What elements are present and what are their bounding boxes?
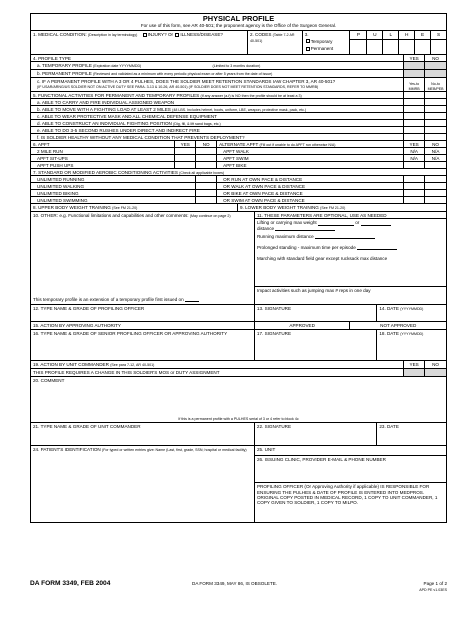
permanent-profile-hint: (Reviewed and validated as a minimum with every periodic physical exam or after 5 years from the date of issue)	[93, 72, 273, 77]
lift-label: Lifting or carrying max weight	[256, 220, 317, 226]
lift-or-label: or	[355, 220, 360, 226]
form-subtitle: For use of this form, see AR 40-501; the proponent agency is the Office of the Surgeon General.	[140, 23, 337, 28]
pulhes-grid	[350, 31, 446, 54]
apft-bike-no[interactable]	[425, 162, 446, 168]
unlimited-swimming-checkbox[interactable]	[196, 197, 217, 203]
pulhes-u-input[interactable]	[366, 40, 382, 54]
retention-standards-hint: (IF USAR/ARNG/US SOLDIER NOT ON ACTIVE DUTY SEE PARA. 3-13 & 10-26, AR 40-501) (IF SOLDIER DOES NOT MEET RETENTION STANDARDS, REFER TO MMRB)	[37, 84, 319, 89]
own-pace-swimming-checkbox[interactable]	[404, 197, 425, 203]
aerobic-running-row	[31, 176, 446, 183]
other-hint: (May continue on page 2)	[189, 214, 231, 219]
unit-commander-action-header	[31, 361, 404, 368]
pulhes-e-input[interactable]	[414, 40, 430, 54]
approving-authority-action-label: 15. ACTION BY APPROVING AUTHORITY	[31, 322, 255, 329]
own-pace-walking-extra[interactable]	[425, 183, 446, 189]
functional-weapon-yes[interactable]	[404, 99, 425, 105]
profiling-officer-signature-field[interactable]: 13. SIGNATURE	[255, 305, 377, 321]
date-18-label: 18. DATE	[379, 331, 399, 337]
pulhes-h-input[interactable]	[398, 40, 414, 54]
apft-situps-label: APFT SIT-UPS	[31, 155, 175, 161]
profile-type-no-header: NO	[432, 55, 439, 61]
lower-body-label: 9. LOWER BODY WEIGHT TRAINING	[240, 205, 319, 211]
apft-no-header: NO	[196, 141, 217, 147]
apft-bike-label: APFT BIKE	[217, 162, 404, 168]
approved-option[interactable]: APPROVED	[255, 322, 351, 329]
profiling-date-field[interactable]	[377, 305, 446, 321]
unit-clinic-block	[255, 446, 446, 522]
mos-change-label: THIS PROFILE REQUIRES A CHANGE IN THIS SOLDIER'S MOS or DUTY ASSIGNMENT	[31, 369, 404, 376]
not-approved-option[interactable]: NOT APPROVED	[380, 323, 417, 329]
lift-alt-line[interactable]	[361, 221, 391, 226]
unit-commander-action-hint: (See para 7-12, AR 40-501)	[110, 363, 155, 368]
comment-field[interactable]	[31, 377, 446, 422]
functional-deployment-yes[interactable]	[404, 134, 425, 140]
form-version: APD PE v1.03ES	[419, 588, 447, 592]
apft-row	[31, 148, 446, 155]
pulhes-s: S	[430, 31, 446, 39]
other-comments-field[interactable]	[31, 212, 255, 304]
functional-fighting-load-no[interactable]	[425, 106, 446, 112]
own-pace-biking-label: OR BIKE AT OWN PACE & DISTANCE	[217, 190, 404, 196]
upper-body-hint: (See FM 21-20)	[112, 206, 138, 211]
functional-rushes-label	[31, 127, 404, 133]
aerobic-walking-row	[31, 183, 446, 190]
unlimited-walking-checkbox[interactable]	[196, 183, 217, 189]
functional-protective-mask-yes[interactable]	[404, 113, 425, 119]
own-pace-walking-checkbox[interactable]	[404, 183, 425, 189]
own-pace-running-extra[interactable]	[425, 176, 446, 182]
temporary-no-cell	[425, 62, 446, 69]
own-pace-walking-label: OR WALK AT OWN PACE & DISTANCE	[217, 183, 404, 189]
permanent-checkbox[interactable]	[306, 47, 310, 51]
upper-body-label: 8. UPPER BODY WEIGHT TRAINING	[33, 205, 111, 211]
functional-protective-mask-label	[31, 113, 404, 119]
temporary-profile-hint: (Expiration date YYYYMMDD)	[93, 64, 142, 69]
medical-condition-field[interactable]	[31, 31, 248, 54]
medical-condition-label: 1. MEDICAL CONDITION:	[33, 32, 87, 38]
aerobic-activities-label: 7. STANDARD OR MODIFIED AEROBIC CONDITIONING ACTIVITIES	[33, 169, 178, 175]
running-label: Running maximum distance	[256, 233, 314, 239]
functional-weapon-row	[31, 99, 446, 106]
apft-pushups-yes[interactable]	[175, 162, 196, 168]
functional-activities-label: 5. FUNCTIONAL ACTIVITIES FOR PERMANENT AND TEMPORARY PROFILES	[33, 92, 200, 98]
page-number: Page 1 of 2	[423, 581, 447, 586]
unit-commander-action-label: 19. ACTION BY UNIT COMMANDER	[33, 362, 109, 368]
unlimited-running-label: UNLIMITED RUNNING	[31, 176, 196, 182]
permanent-yes-cell	[404, 70, 425, 77]
commander-no-header: NO	[432, 362, 439, 368]
own-pace-running-checkbox[interactable]	[404, 176, 425, 182]
codes-hint: (Table 7-2 AR 40-501)	[249, 33, 295, 43]
pulhes-u: U	[366, 31, 382, 39]
apft-2-mile-run-yes[interactable]	[175, 148, 196, 154]
functional-rushes-row	[31, 127, 446, 134]
profiling-officer-name-field[interactable]: 12. TYPE NAME & GRADE OF PROFILING OFFICER	[31, 305, 255, 321]
pulhes-label: 3.	[304, 32, 309, 38]
functional-protective-mask-no[interactable]	[425, 113, 446, 119]
apft-pushups-label: APFT PUSH UPS	[31, 162, 175, 168]
retention-standards-label: c. IF A PERMANENT PROFILE WITH A 3 OR 4 PULHES, DOES THE SOLDIER MEET RETENTION STANDARDS IAW CHAPTER 3, AR 40-501?	[37, 79, 336, 85]
senior-officer-signature-field[interactable]: 17. SIGNATURE	[255, 330, 377, 360]
retention-no-option[interactable]: No-to MEB/PEB	[427, 82, 444, 91]
optional-parameters	[255, 212, 446, 304]
permanent-no-cell	[425, 70, 446, 77]
functional-fighting-load-yes[interactable]	[404, 106, 425, 112]
apft-label: 6. APFT	[31, 141, 175, 147]
profiling-officer-note: PROFILING OFFICER (Or Approving Authority if applicable) IS RESPONSIBLE FOR ENSURING THE PULHES & DATE OF PROFILE IS ENTERED INTO MEDPROS. ORIGINAL COPY POSTED IN MEDICAL RECORD, 1 COPY TO UNIT COMMANDER, 1 COPY GIVEN TO SOLDIER, 1 COPY TO MILPO.	[256, 484, 438, 506]
apft-swim-yes[interactable]: N/A	[404, 155, 425, 161]
functional-weapon-no[interactable]	[425, 99, 446, 105]
marching-label: Marching with standard field gear except rucksack max distance	[256, 256, 388, 262]
functional-item-text: d. ABLE TO CONSTRUCT AN INDIVIDUAL FIGHTING POSITION	[37, 120, 172, 126]
alternate-yes-header: YES	[404, 141, 425, 147]
mos-change-yes-cell	[404, 369, 425, 376]
temporary-checkbox[interactable]	[306, 39, 310, 43]
permanent-profile-label: b. PERMANENT PROFILE	[37, 71, 92, 77]
upper-body-training-field[interactable]	[31, 204, 238, 211]
form-number: DA FORM 3349, FEB 2004	[30, 580, 111, 587]
distance-label: distance	[256, 225, 275, 231]
own-pace-biking-extra[interactable]	[425, 190, 446, 196]
pulhes-l-input[interactable]	[382, 40, 398, 54]
pulhes-p-input[interactable]	[350, 40, 366, 54]
codes-label: 2. CODES	[249, 32, 272, 38]
extension-label: This temporary profile is an extension of a temporary profile first issued on	[33, 297, 184, 303]
form-title: PHYSICAL PROFILE	[202, 14, 275, 23]
apft-pushups-no[interactable]	[196, 162, 217, 168]
unit-commander-date-field[interactable]: 23. DATE	[379, 424, 399, 430]
aerobic-activities-header	[31, 169, 446, 175]
senior-date-field[interactable]	[377, 330, 446, 360]
alternate-apft-hint: (Fill out if unable to do APFT run otherwise N/A)	[259, 142, 336, 147]
patient-id-label: 24. PATIENT'S IDENTIFICATION	[33, 447, 101, 453]
functional-fighting-position-label	[31, 120, 404, 126]
apft-walk-no[interactable]: N/A	[431, 148, 440, 154]
alternate-no-header: NO	[432, 141, 439, 147]
profile-type-label: 4. PROFILE TYPE	[31, 55, 404, 61]
functional-deployment-row	[31, 134, 446, 141]
functional-deployment-no[interactable]	[425, 134, 446, 140]
mos-change-no-cell	[425, 369, 446, 376]
functional-activities-header	[31, 92, 404, 98]
functional-protective-mask-row	[31, 113, 446, 120]
own-pace-running-label: OR RUN AT OWN PACE & DISTANCE	[217, 176, 404, 182]
profile-type-yes-header: YES	[404, 55, 425, 61]
functional-yes-header	[404, 92, 425, 98]
alternate-apft-label: ALTERNATE APFT	[219, 141, 259, 147]
unit-commander-name-field[interactable]: 21. TYPE NAME & GRADE OF UNIT COMMANDER	[31, 423, 255, 445]
date-14-hint: (YYYYMMDD)	[400, 307, 424, 312]
functional-no-header	[425, 92, 446, 98]
commander-yes-header: YES	[404, 361, 425, 368]
date-14-label: 14. DATE	[379, 306, 399, 312]
permanent-profile-row[interactable]	[31, 70, 404, 77]
patient-identification-field[interactable]	[31, 446, 255, 522]
temporary-profile-label: a. TEMPORARY PROFILE	[37, 63, 92, 69]
functional-fighting-position-yes[interactable]	[404, 120, 425, 126]
lower-body-hint: (See FM 21-20)	[320, 206, 346, 211]
pulhes-s-input[interactable]	[430, 40, 446, 54]
unit-commander-signature-field[interactable]: 22. SIGNATURE	[255, 423, 377, 445]
unlimited-biking-checkbox[interactable]	[196, 190, 217, 196]
apft-situps-no[interactable]	[196, 155, 217, 161]
senior-officer-name-field[interactable]: 16. TYPE NAME & GRADE OF SENIOR PROFILING OFFICER OR APPROVING AUTHORITY	[31, 330, 255, 360]
aerobic-biking-row	[31, 190, 446, 197]
apft-2-mile-run-no[interactable]	[196, 148, 217, 154]
physical-profile-form	[30, 13, 447, 523]
codes-field[interactable]	[248, 31, 303, 54]
functional-rushes-yes[interactable]	[404, 127, 425, 133]
apft-bike-yes[interactable]	[404, 162, 425, 168]
apft-walk-yes[interactable]: N/A	[404, 148, 425, 154]
unlimited-walking-label: UNLIMITED WALKING	[31, 183, 196, 189]
other-label: 10. OTHER:	[33, 213, 59, 219]
unlimited-running-checkbox[interactable]	[196, 176, 217, 182]
retention-standards-row	[31, 78, 404, 91]
own-pace-swimming-label: OR SWIM AT OWN PACE & DISTANCE	[217, 197, 404, 203]
functional-activities-hint: (If any answer (a-f) is NO then the profile should be at least a 3)	[200, 93, 302, 98]
apft-2-mile-run-label: 2 MILE RUN	[31, 148, 175, 154]
unlimited-biking-label: UNLIMITED BIKING	[31, 190, 196, 196]
permanent-label: Permanent	[310, 45, 334, 51]
apft-row	[31, 162, 446, 169]
functional-fighting-load-row	[31, 106, 446, 113]
functional-item-text: c. ABLE TO WEAR PROTECTIVE MASK AND ALL CHEMICAL DEFENSE EQUIPMENT	[37, 113, 217, 119]
fighting-load-hint: (48 LBS. Includes helmet, boots, uniform, LBE, weapon, protective mask, pack, etc.)	[172, 107, 307, 112]
pulhes-p: P	[356, 33, 361, 39]
apft-row	[31, 155, 446, 162]
functional-item-text: e. ABLE TO DO 3-5 SECOND RUSHES UNDER DIRECT AND INDIRECT FIRE	[37, 127, 200, 133]
functional-weapon-label	[31, 99, 404, 105]
extension-date-line[interactable]	[185, 297, 199, 302]
injury-label: INJURY?	[147, 32, 167, 38]
standing-label: Prolonged standing - maximum time per episode	[256, 245, 356, 251]
pulhes-e: E	[414, 31, 430, 39]
obsolete-note: DA FORM 3349, MAY 86, IS OBSOLETE.	[192, 581, 278, 586]
functional-item-text: f. IS SOLDIER HEALTHY WITHOUT ANY MEDICAL CONDITION THAT PREVENTS DEPLOYMENT?	[37, 134, 245, 140]
medical-condition-hint: (Description in lay terminology)	[87, 33, 138, 38]
date-18-hint: (YYYYMMDD)	[400, 332, 424, 337]
unlimited-swimming-label: UNLIMITED SWIMMING	[31, 197, 196, 203]
aerobic-activities-hint: (Check all applicable boxes)	[179, 170, 225, 175]
functional-fighting-position-row	[31, 120, 446, 127]
issuing-clinic-field[interactable]: 26. ISSUING CLINIC, PROVIDER E-MAIL & PHONE NUMBER	[255, 456, 446, 483]
form-header	[31, 14, 446, 31]
alternate-apft-header	[217, 141, 404, 147]
retention-yes-option[interactable]: Yes-to MMRB	[404, 78, 425, 91]
own-pace-biking-checkbox[interactable]	[404, 190, 425, 196]
apft-yes-header: YES	[175, 141, 196, 147]
apft-walk-label: APFT WALK	[217, 148, 404, 154]
temporary-profile-note: (Limited to 3 months duration)	[212, 64, 261, 69]
illness-checkbox[interactable]	[175, 33, 179, 37]
apft-swim-no[interactable]: N/A	[431, 155, 440, 161]
injury-checkbox[interactable]	[143, 33, 147, 37]
temporary-yes-cell	[404, 62, 425, 69]
unit-field[interactable]: 25. UNIT	[255, 446, 446, 456]
distance-line[interactable]	[275, 226, 335, 231]
or-label: Or	[167, 32, 174, 38]
pulhes-l: L	[382, 31, 398, 39]
temporary-label: Temporary	[310, 38, 333, 44]
fighting-position-hint: (Dig, fill, & lift sand bags, etc.)	[173, 121, 221, 126]
temporary-profile-row[interactable]	[31, 62, 404, 69]
functional-fighting-position-no[interactable]	[425, 120, 446, 126]
other-text: e.g. Functional limitations and capabilities and other comments:	[59, 213, 189, 219]
functional-deployment-label	[31, 134, 404, 140]
impact-row[interactable]	[255, 286, 446, 294]
impact-label: Impact activities such as jumping max # reps in one day	[256, 288, 371, 294]
lower-body-training-field[interactable]	[238, 204, 446, 211]
aerobic-swimming-row	[31, 197, 446, 204]
comment-label: 20. COMMENT	[33, 378, 65, 384]
pulhes-note: If this is a permanent profile with a PULHES serial of 3 or 4 refer to block 4c	[178, 417, 299, 422]
apft-situps-yes[interactable]	[175, 155, 196, 161]
own-pace-swimming-extra[interactable]	[425, 197, 446, 203]
running-line[interactable]	[315, 234, 375, 239]
optional-parameters-label: 11. THESE PARAMETERS ARE OPTIONAL, USE AS NEEDED	[255, 212, 446, 219]
functional-item-text: a. ABLE TO CARRY AND FIRE INDIVIDUAL ASSIGNED WEAPON	[37, 99, 175, 105]
functional-fighting-load-label	[31, 106, 404, 112]
standing-line[interactable]	[357, 245, 397, 250]
illness-label: ILLNESS/DISEASE?	[180, 32, 223, 38]
patient-id-hint: (For typed or written entries give: Name (Last, first, grade, SSN; hospital or medical facility)	[102, 448, 247, 453]
pulhes-h: H	[398, 31, 414, 39]
functional-rushes-no[interactable]	[425, 127, 446, 133]
profile-duration-field	[303, 31, 351, 54]
functional-item-text: b. ABLE TO MOVE WITH A FIGHTING LOAD AT LEAST 2 MILES	[37, 106, 171, 112]
apft-swim-label: APFT SWIM	[217, 155, 404, 161]
